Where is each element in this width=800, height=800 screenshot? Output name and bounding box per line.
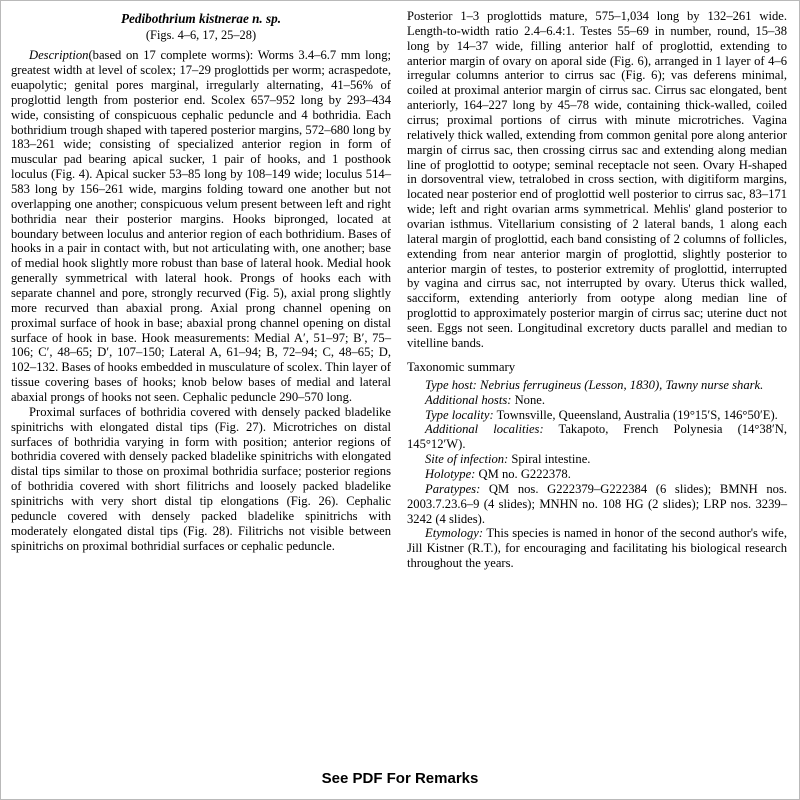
additional-hosts-value: None. xyxy=(511,392,545,407)
etymology-value: This species is named in honor of the second author's wife, Jill Kistner (R.T.), for encouraging and facilitating his biological research throughout the years. xyxy=(407,526,787,571)
page-title: Pedibothrium kistnerae n. sp. xyxy=(120,11,282,26)
left-column xyxy=(11,9,391,553)
type-host-item xyxy=(407,378,787,393)
paratypes-item xyxy=(407,482,787,527)
footer-remark: See PDF For Remarks xyxy=(321,770,479,787)
type-locality-item xyxy=(407,408,787,423)
type-host-label: Type host: xyxy=(425,377,477,392)
type-host-value: Nebrius ferrugineus (Lesson, 1830), Tawny nurse shark. xyxy=(476,377,764,392)
additional-hosts-item xyxy=(407,393,787,408)
holotype-label: Holotype: xyxy=(425,467,476,482)
paratypes-label: Paratypes: xyxy=(425,481,481,496)
site-of-infection-item xyxy=(407,452,787,467)
holotype-item xyxy=(407,467,787,482)
additional-localities-value: Takapoto, French Polynesia (14°38′N, 145°12′W). xyxy=(407,422,787,452)
additional-localities-item xyxy=(407,422,787,452)
type-locality-label: Type locality: xyxy=(425,407,494,422)
additional-hosts-label: Additional hosts: xyxy=(425,392,512,407)
etymology-label: Etymology: xyxy=(425,526,484,541)
description-paragraph xyxy=(11,48,391,405)
right-column xyxy=(407,9,787,571)
figure-reference-line: (Figs. 4–6, 17, 25–28) xyxy=(145,27,257,42)
etymology-item xyxy=(407,526,787,571)
taxonomic-summary-heading: Taxonomic summary xyxy=(407,359,516,374)
type-locality-value: Townsville, Queensland, Australia (19°15′S, 146°50′E). xyxy=(493,407,778,422)
proglottid-paragraph: Posterior 1–3 proglottids mature, 575–1,034 long by 132–261 wide. Length-to-width ratio 2.4–6.4:1. Testes 55–69 in number, round, 15–38 long by 14–37 wide, filling anterior half of proglottid, extending to anterior margin of ovary on aporal side (Fig. 6), arranged in 1 layer of 4–6 irregular columns anterior to cirrus sac (Fig. 6); vas deferens minimal, coiled at proximal anterior margin of cirrus sac. Cirrus sac elongated, bent anteriorly, 164–227 long by 45–78 wide, containing thick-walled, coiled cirrus; proximal portions of cirrus with minute microtriches. Vagina relatively thick walled, extending from common genital pore along anterior margin of cirrus sac, then crossing cirrus sac and extending along median line of proglottid to ootype; seminal receptacle not seen. Ovary H-shaped in dorsoventral view, tetralobed in cross section, with digitiform margins, located near posterior end of proglottid well posterior to cirrus sac, 83–171 wide; left and right ovarian arms symmetrical. Mehlis' gland posterior to ovarian isthmus. Vitellarium consisting of 2 lateral bands, 1 along each lateral margin of proglottid, each band consisting of 2 columns of follicles, extending from near anterior margin of proglottid, slightly posterior to anterior margin of testes, to posterior extremity of proglottid, interrupted by vagina and cirrus sac, not interrupted by ovary. Uterus thick walled, sacciform, extending anteriorly from ootype along median line of proglottid to approximately posterior margin of cirrus sac; uterine duct not seen. Eggs not seen. Longitudinal excretory ducts parallel and median to vitelline bands. xyxy=(407,9,787,350)
description-body: (based on 17 complete worms): Worms 3.4–6.7 mm long; greatest width at level of scolex; 17–29 proglottids per worm; acraspedote, euapolytic; genital pores marginal, irregularly alternating, 41–56% of proglottid length from posterior end. Scolex 657–952 long by 293–434 wide, consisting of conspicuous cephalic peduncle and 4 bothridia. Each bothridium trough shaped with tapered posterior margins, 572–680 long by 183–261 wide; consisting of specialized anterior region in form of muscular pad bearing apical sucker, 1 pair of hooks, and 1 posthook loculus (Fig. 4). Apical sucker 53–85 long by 108–149 wide; loculus 514–583 long by 156–261 wide, margins folding toward one another but not overlapping one another; conspicuous velum present between left and right bothridia near their posterior margins. Hooks bipronged, located at boundary between loculus and anterior region of each bothridium. Bases of hooks in a pair in contact with, but not articulating with, one another; base of medial hook slightly more robust than base of lateral hook. Medial hook generally symmetrical with lateral hook. Prongs of hooks each with separate channel and pore, strongly recurved (Fig. 5), axial prong slightly more recurved than abaxial prong. Axial prong channel opening on proximal surface of hook in base; abaxial prong channel opening on distal surface of hook in base. Hook measurements: Medial A′, 51–97; B′, 75–106; C′, 48–65; D′, 107–150; Lateral A, 61–94; B, 72–94; C, 48–65; D, 102–132. Bases of hooks embedded in musculature of scolex. Thin layer of tissue covering bases of hooks; knob below bases of medial and lateral abaxial prongs of hooks not seen. Cephalic peduncle 290–570 long. xyxy=(11,48,391,404)
paratypes-value: QM nos. G222379–G222384 (6 slides); BMNH nos. 2003.7.23.6–9 (4 slides); MNHN no. 108 HG (2 slides); LRP nos. 3239–3242 (4 slides). xyxy=(407,481,787,526)
site-of-infection-label: Site of infection: xyxy=(425,452,509,467)
additional-localities-label: Additional localities: xyxy=(425,422,544,437)
site-of-infection-value: Spiral intestine. xyxy=(508,452,591,467)
holotype-value: QM no. G222378. xyxy=(475,467,571,482)
two-column-body xyxy=(11,9,789,571)
description-label: Description xyxy=(29,48,89,63)
surface-microthrix-paragraph: Proximal surfaces of bothridia covered with densely packed bladelike spinitrichs with elongated distal tips (Fig. 27). Microtriches on distal surfaces of bothridia varying in form with position; anterior regions of bothridia covered with densely packed bladelike spinitrichs with elongated distal tips similar to those on proximal bothridia surface; posterior regions of bothridia covered with short filitrichs and loosely packed bladelike spinitrichs with very short distal tip elongations (Fig. 26). Cephalic peduncle covered with densely packed bladelike spinitrichs with moderately elongated distal tips (Fig. 28). Filitrichs not visible between spinitrichs on proximal bothridial surfaces or cephalic peduncle. xyxy=(11,404,391,553)
